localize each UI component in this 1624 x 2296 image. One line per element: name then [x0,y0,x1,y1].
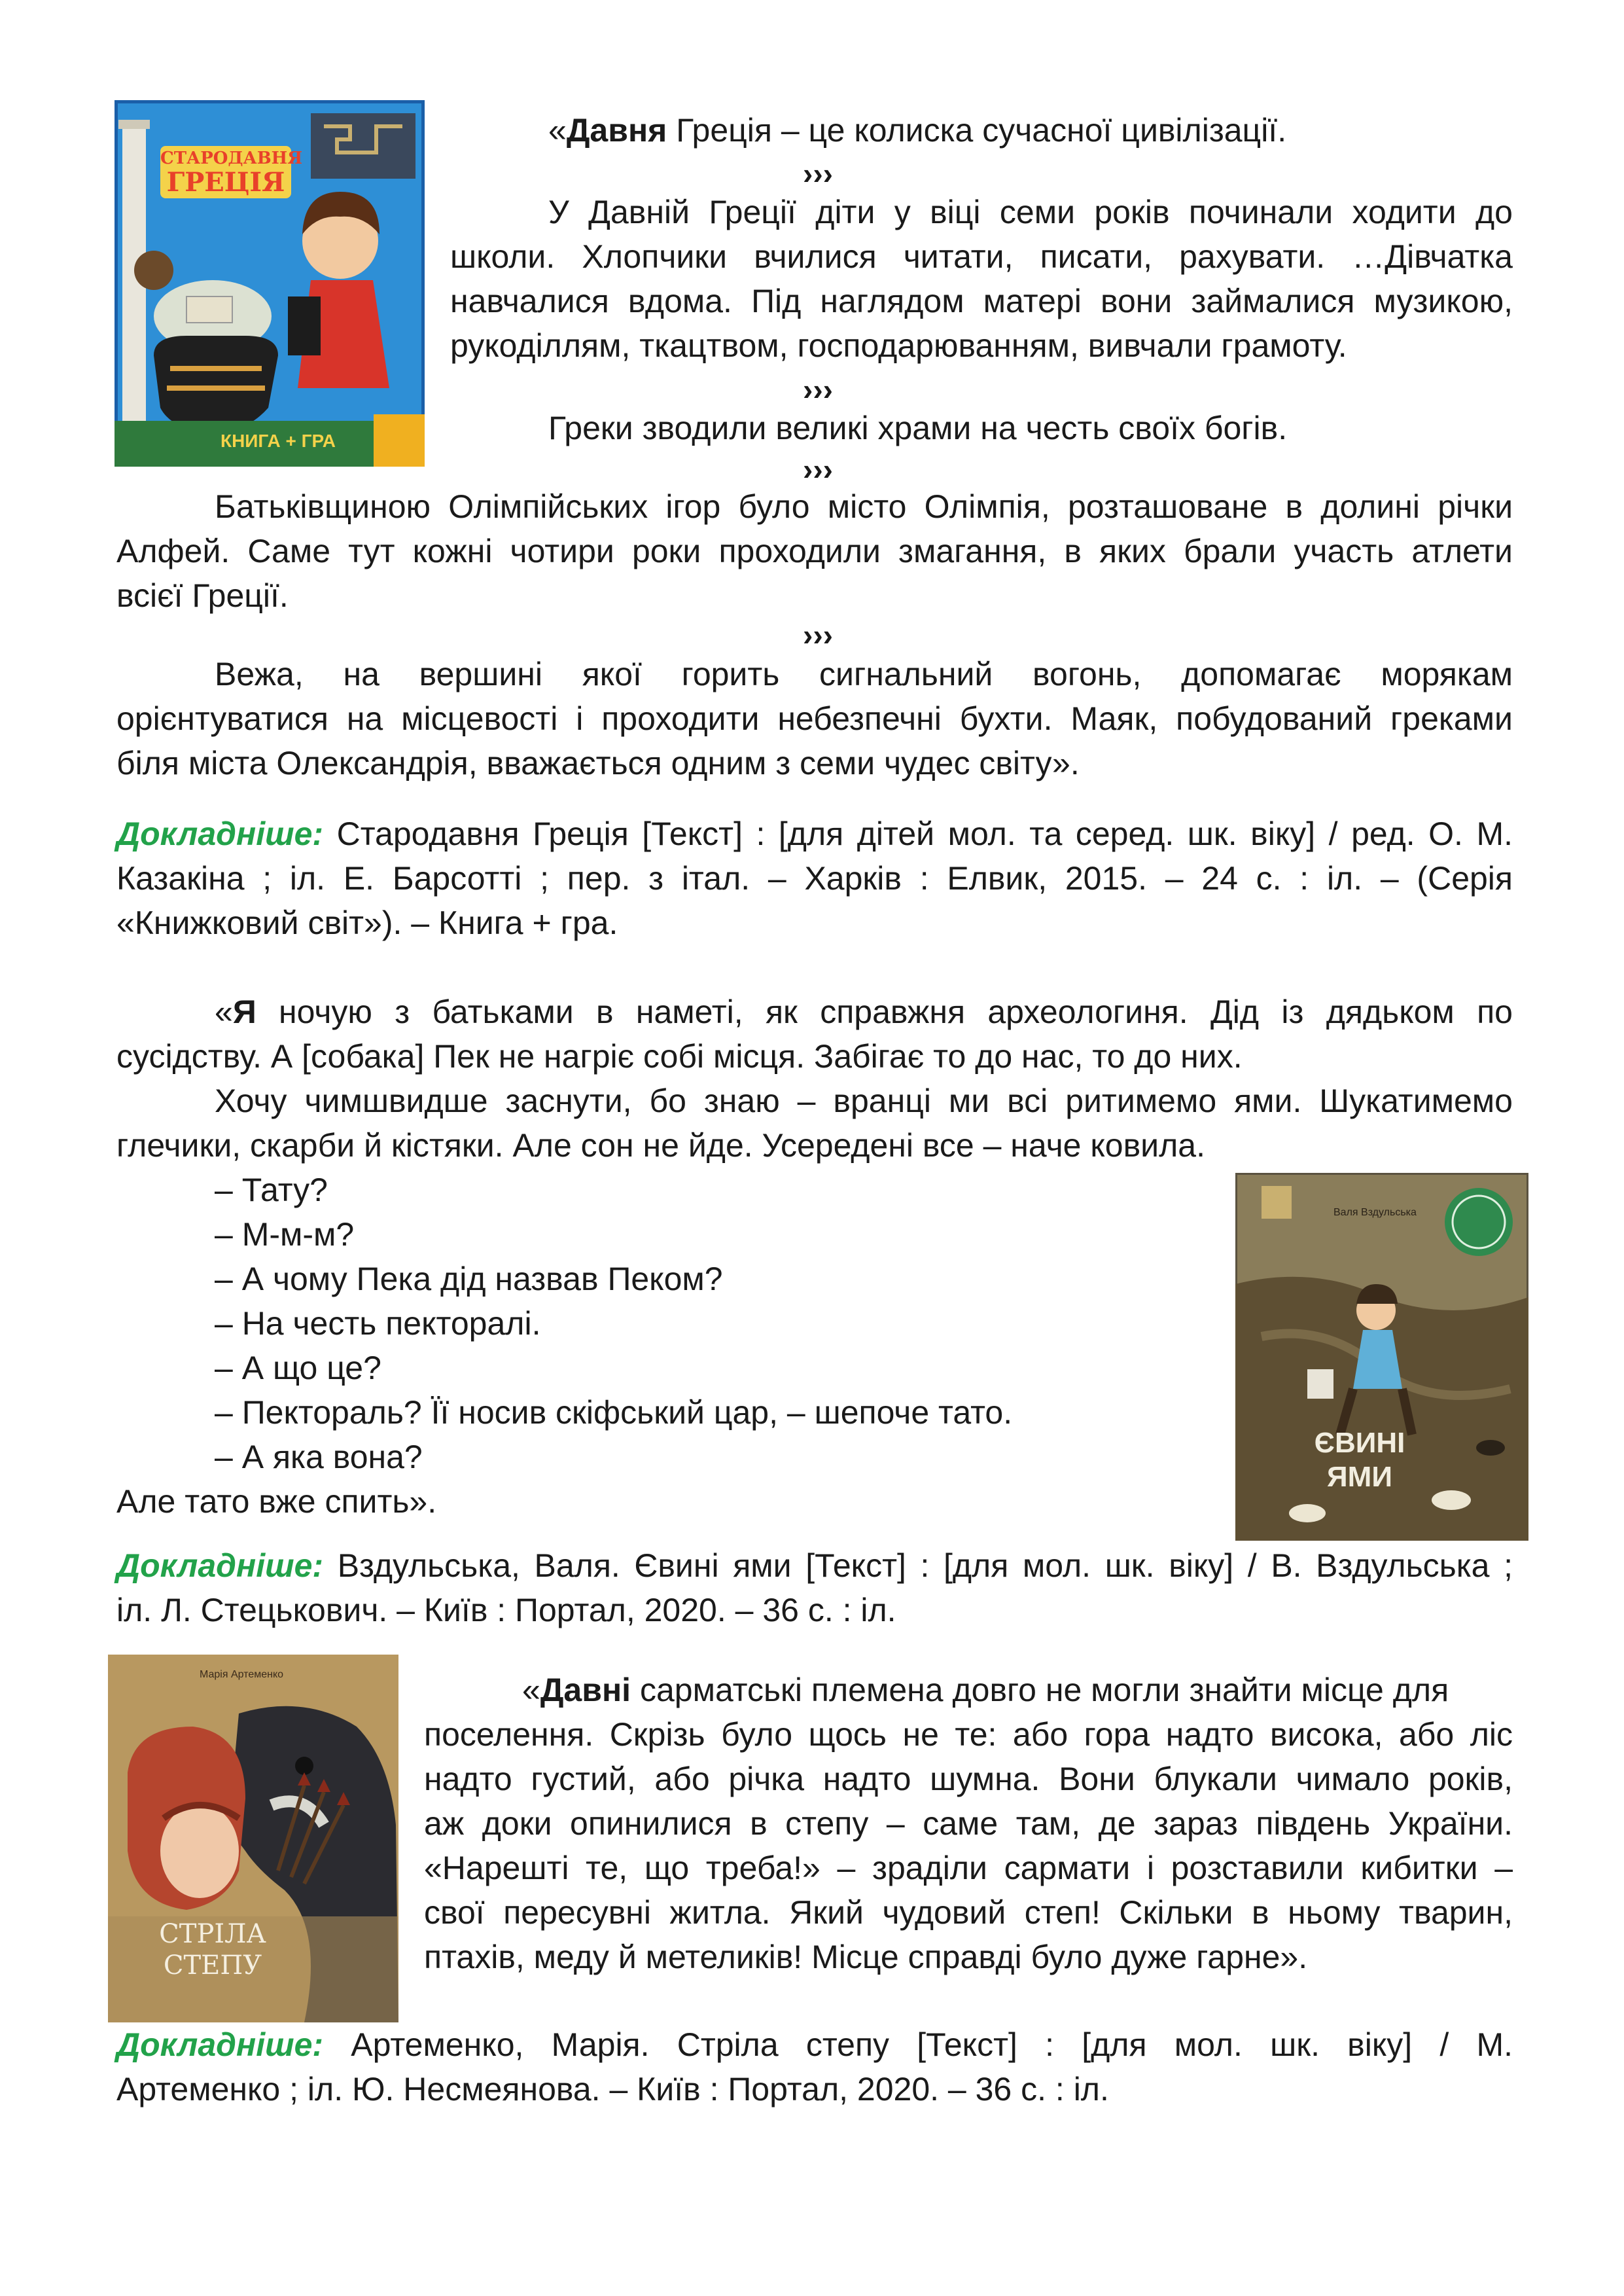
entry1-p4-line-1: Батьківщиною Олімпійських ігор було місто Олімпія, розташоване в долині річки [215,488,1513,525]
entry1-p2-line-2: школи. Хлопчики вчилися читати, писати, рахувати. …Дівчатка [450,238,1513,275]
book-cover-evyni-yamy [1235,1173,1528,1541]
cover-title-line1: СТРІЛА [159,1919,266,1949]
lead-word: Давні [540,1672,631,1708]
more-label: Докладніше: [116,1547,324,1584]
cover-author: Валя Вздульська [1333,1207,1417,1218]
cover-title-line2: ГРЕЦІЯ [166,167,285,198]
separator: ››› [803,372,833,406]
separator: ››› [803,618,833,652]
entry2-p2-line-1: Хочу чимшвидше заснути, бо знаю – вранці ми всі ритимемо ями. Шукатимемо [215,1083,1513,1119]
entry1-paragraph-3: Греки зводили великі храми на честь своїх богів. [548,410,1288,446]
book-cover-ancient-greece [115,100,425,467]
lead-word: Я [232,994,256,1030]
entry3-reference-line-1: Докладніше: Артеменко, Марія. Стріла степу [Текст] : [для мол. шк. віку] / М. [116,2026,1513,2063]
entry2-p1-line-1: «Я ночую з батьками в наметі, як справжня археологиня. Дід із дядьком по [215,994,1513,1030]
entry2-p2-line-2: глечики, скарби й кістяки. Але сон не йде. Усередені все – наче ковила. [116,1127,1205,1164]
entry3-line-last: птахів, меду й метеликів! Місце справді було дуже гарне». [424,1939,1308,1975]
entry2-reference-line-1: Докладніше: Вздульська, Валя. Євині ями [Текст] : [для мол. шк. віку] / В. Вздульська ; [116,1547,1513,1584]
more-label: Докладніше: [116,2026,324,2063]
entry1-p5-line-2: орієнтуватися на місцевості і проходити небезпечні бухти. Маяк, побудований греками [116,700,1513,737]
entry1-reference-line-1: Докладніше: Стародавня Греція [Текст] : [для дітей мол. та серед. шк. віку] / ред. О. М. [116,816,1513,852]
cover-author: Марія Артеменко [200,1669,284,1680]
dialogue-line: – Тату? [215,1172,328,1208]
entry3-p1-line-1: «Давні сарматські племена довго не могли знайти місце для [522,1672,1449,1708]
entry2-reference-line-2: іл. Л. Стецькович. – Київ : Портал, 2020. – 36 с. : іл. [116,1592,896,1628]
dialogue-line: – На честь пекторалі. [215,1305,541,1342]
entry1-p4-line-3: всієї Греції. [116,577,289,614]
cover-title-line2: СТЕПУ [163,1950,262,1981]
entry1-reference-line-2: Казакіна ; іл. Е. Барсотті ; пер. з італ. – Харків : Елвик, 2015. – 24 с. : іл. – (Серія [116,860,1513,897]
entry1-p2-line-3: навчалися вдома. Під наглядом матері вони займалися музикою, [450,283,1513,319]
entry1-paragraph-1: «Давня Греція – це колиска сучасної цивілізації. [548,112,1287,149]
dialogue-line: – А що це? [215,1350,381,1386]
entry1-p2-line-4: рукоділлям, ткацтвом, господарюванням, вивчали грамоту. [450,327,1347,364]
dialogue-line: – А яка вона? [215,1439,423,1475]
more-label: Докладніше: [116,816,324,852]
separator: ››› [803,452,833,486]
dialogue-line: – А чому Пека дід назвав Пеком? [215,1261,723,1297]
entry3-line: надто густий, або річка надто шумна. Вони блукали чимало років, [424,1761,1513,1797]
separator: ››› [803,156,833,190]
entry3-reference-line-2: Артеменко ; іл. Ю. Несмеянова. – Київ : Портал, 2020. – 36 с. : іл. [116,2071,1109,2108]
entry1-p5-line-1: Вежа, на вершині якої горить сигнальний вогонь, допомагає морякам [215,656,1513,692]
dialogue-line: – М-м-м? [215,1216,355,1253]
cover-title-line1: СТАРОДАВНЯ [160,149,303,168]
entry3-line: «Нарешті те, що треба!» – зраділи сармати і розставили кибитки – [424,1850,1513,1886]
dialogue-line: – Пектораль? Її носив скіфський цар, – шепоче тато. [215,1394,1013,1431]
entry2-p1-line-2: сусідству. А [собака] Пек не нагріє собі місця. Забігає то до нас, то до них. [116,1038,1243,1075]
entry3-line: свої пересувні житла. Який чудовий степ! Скільки в ньому тварин, [424,1894,1513,1931]
entry1-p2-line-1: У Давній Греції діти у віці семи років починали ходити до [548,194,1513,230]
cover-title-line1: ЄВИНІ [1314,1427,1405,1459]
book-cover-strila-stepu [108,1655,398,2022]
cover-badge: КНИГА + ГРА [221,431,336,451]
entry1-reference-line-3: «Книжковий світ»). – Книга + гра. [116,905,618,941]
entry3-line: аж доки опинилися в степу – саме там, де зараз південь України. [424,1805,1513,1842]
cover-title-line2: ЯМИ [1327,1461,1392,1493]
entry3-line: поселення. Скрізь було щось не те: або гора надто висока, або ліс [424,1716,1513,1753]
entry1-p4-line-2: Алфей. Саме тут кожні чотири роки проходили змагання, в яких брали участь атлети [116,533,1513,569]
lead-word: Давня [566,112,667,149]
entry1-p5-line-3: біля міста Олександрія, вважається одним з семи чудес світу». [116,745,1080,781]
entry2-closing: Але тато вже спить». [116,1483,437,1520]
